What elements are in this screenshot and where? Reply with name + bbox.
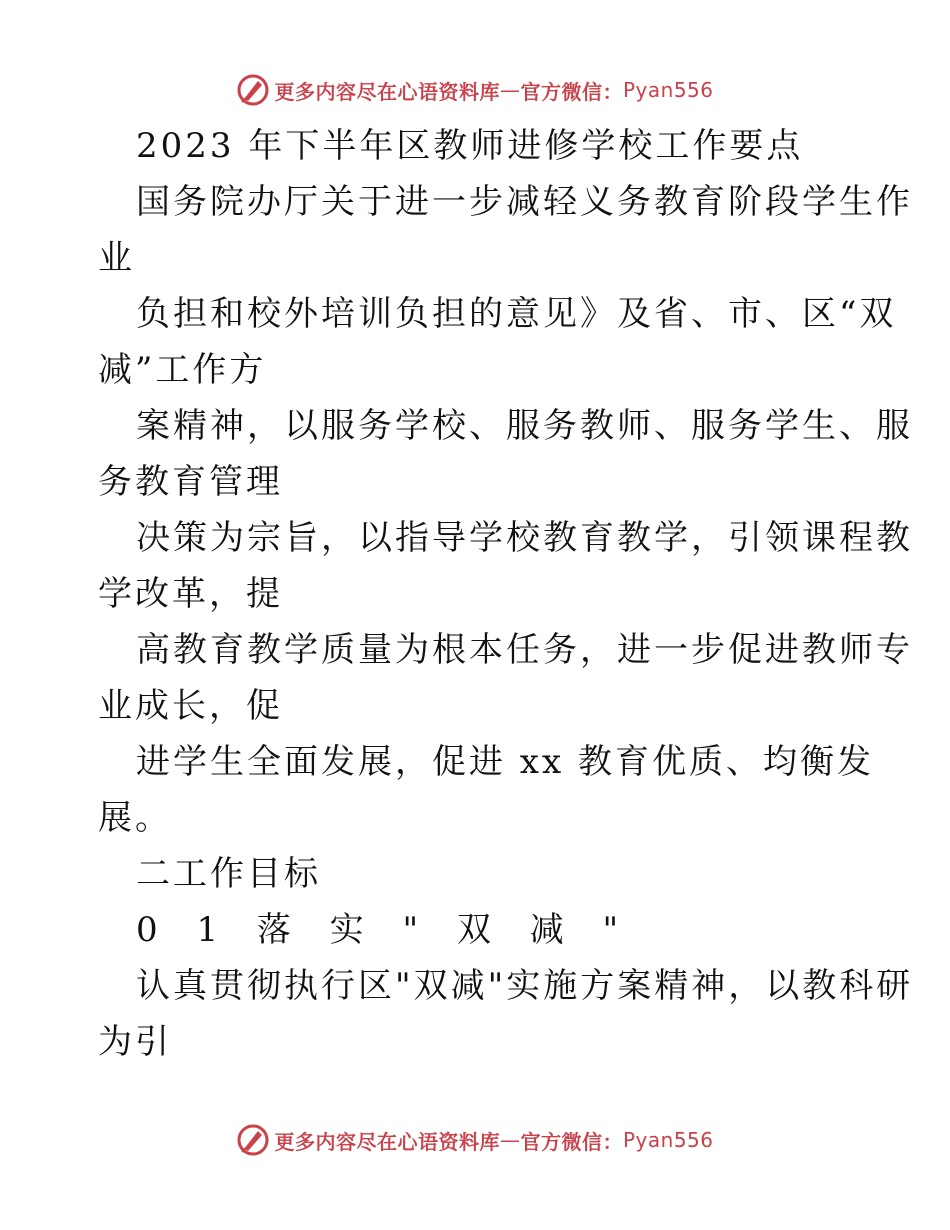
document-title: 2023 年下半年区教师进修学校工作要点 [136,126,804,166]
text-line: 业成长，促 [98,686,283,726]
text-line: 减”工作方 [98,350,267,390]
banner-label: 官方微信： [520,79,623,104]
banner-text-cn: 更多内容尽在心语资料库 [274,1129,500,1154]
banner-separator: — [499,1128,521,1152]
footer-banner [0,1120,950,1160]
text-line: 展。 [98,798,172,838]
text-line: 国务院办厅关于进一步减轻义务教育阶段学生作 [136,182,913,222]
banner-wechat-id: Pyan556 [622,78,714,102]
banner-label: 官方微信： [520,1129,623,1154]
text-line: 案精神，以服务学校、服务教师、服务学生、服 [136,406,913,446]
text-line: 进学生全面发展，促进 xx 教育优质、均衡发 [136,742,874,782]
banner-text-cn: 更多内容尽在心语资料库 [274,79,500,104]
text-line: 务教育管理 [98,462,283,502]
quill-pen-seal-icon [236,1123,270,1157]
section-heading: 二工作目标 [136,854,321,894]
banner-separator: — [499,78,521,102]
text-line: 业 [98,238,135,278]
text-line: 认真贯彻执行区"双减"实施方案精神，以教科研 [136,966,914,1006]
text-line: 负担和校外培训负担的意见》及省、市、区“双 [136,294,897,334]
text-line: 高教育教学质量为根本任务，进一步促进教师专 [136,630,913,670]
document-body [98,118,914,1070]
header-banner [0,70,950,110]
text-line: 为引 [98,1022,172,1062]
banner-wechat-id: Pyan556 [622,1128,714,1152]
subsection-heading: 0 1 落 实 " 双 减 " [136,910,633,950]
text-line: 决策为宗旨，以指导学校教育教学，引领课程教 [136,518,913,558]
quill-pen-seal-icon [236,73,270,107]
text-line: 学改革，提 [98,574,283,614]
